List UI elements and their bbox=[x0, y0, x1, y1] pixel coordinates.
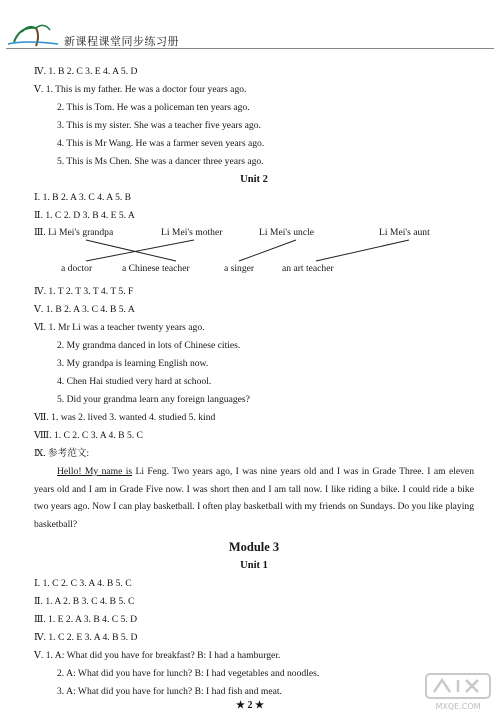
answer-line: Ⅴ. 1. This is my father. He was a doctor four years ago. bbox=[34, 84, 247, 95]
answer-line: Ⅰ. 1. C 2. C 3. A 4. B 5. C bbox=[34, 578, 132, 589]
watermark-logo bbox=[422, 672, 494, 712]
header-divider bbox=[6, 48, 494, 49]
answer-line: Ⅳ. 1. T 2. T 3. T 4. T 5. F bbox=[34, 286, 134, 297]
match-line bbox=[86, 240, 176, 261]
answer-line: Ⅰ. 1. B 2. A 3. C 4. A 5. B bbox=[34, 192, 132, 203]
answer-line: 2. My grandma danced in lots of Chinese cities. bbox=[57, 340, 241, 351]
answer-line: 5. Did your grandma learn any foreign languages? bbox=[57, 394, 250, 405]
answer-line: 4. This is Mr Wang. He was a farmer seven years ago. bbox=[57, 138, 265, 149]
match-option: a doctor bbox=[61, 263, 93, 274]
match-label: Ⅲ. Li Mei's grandpa bbox=[34, 227, 114, 238]
matching-exercise bbox=[34, 225, 474, 283]
answer-line: Ⅴ. 1. A: What did you have for breakfast? B: I had a hamburger. bbox=[34, 650, 281, 661]
answer-line: 3. This is my sister. She was a teacher five years ago. bbox=[57, 120, 261, 131]
sample-essay bbox=[34, 463, 474, 533]
answer-line: 2. This is Tom. He was a policeman ten years ago. bbox=[57, 102, 250, 113]
answer-line: 4. Chen Hai studied very hard at school. bbox=[57, 376, 212, 387]
match-label: Li Mei's mother bbox=[161, 227, 223, 238]
match-label: Li Mei's uncle bbox=[259, 227, 315, 238]
match-option: a singer bbox=[224, 263, 255, 274]
answer-line: 3. A: What did you have for lunch? B: I had fish and meat. bbox=[57, 686, 282, 697]
answer-line: Ⅷ. 1. C 2. C 3. A 4. B 5. C bbox=[34, 430, 143, 441]
watermark-text: MXQE.COM bbox=[435, 702, 481, 711]
page-number: ★ 2 ★ bbox=[236, 700, 264, 711]
match-option: a Chinese teacher bbox=[122, 263, 190, 274]
answer-line: Ⅴ. 1. B 2. A 3. C 4. B 5. A bbox=[34, 304, 135, 315]
palm-tree-icon bbox=[6, 22, 60, 48]
unit-title: Unit 1 bbox=[240, 560, 268, 571]
answer-line: Ⅳ. 1. C 2. E 3. A 4. B 5. D bbox=[34, 632, 138, 643]
answer-line: Ⅶ. 1. was 2. lived 3. wanted 4. studied 5. kind bbox=[34, 412, 216, 423]
answer-line: Ⅱ. 1. C 2. D 3. B 4. E 5. A bbox=[34, 210, 135, 221]
answer-line: Ⅱ. 1. A 2. B 3. C 4. B 5. C bbox=[34, 596, 135, 607]
match-option: an art teacher bbox=[282, 263, 334, 274]
answer-content bbox=[34, 63, 474, 701]
answer-line: Ⅳ. 1. B 2. C 3. E 4. A 5. D bbox=[34, 66, 138, 77]
match-line bbox=[316, 240, 409, 261]
match-label: Li Mei's aunt bbox=[379, 227, 430, 238]
module-title: Module 3 bbox=[228, 540, 280, 554]
match-line bbox=[86, 240, 194, 261]
answer-line: 5. This is Ms Chen. She was a dancer three years ago. bbox=[57, 156, 264, 167]
answer-line: 3. My grandpa is learning English now. bbox=[57, 358, 209, 369]
match-line bbox=[239, 240, 296, 261]
section-label: Ⅸ. 参考范文: bbox=[34, 448, 90, 459]
answer-line: Ⅵ. 1. Mr Li was a teacher twenty years ago. bbox=[34, 322, 205, 333]
page-header bbox=[6, 22, 494, 48]
essay-underlined: Hello! My name is bbox=[57, 466, 133, 477]
essay-text: Li Feng. Two years ago, I was nine years old and I was in Grade Three. I am eleven years old and I am in Grade Five now. I was short then and I am tall now. I like riding a bike. I could ride a bike two years ago. Now I can play basketball. I often play basketball with my friends on Sundays. Do you like playing basketball? bbox=[34, 466, 474, 530]
match-lines bbox=[34, 225, 474, 283]
answer-line: 2. A: What did you have for lunch? B: I had vegetables and noodles. bbox=[57, 668, 320, 679]
unit-title: Unit 2 bbox=[240, 174, 268, 185]
header-title: 新课程课堂同步练习册 bbox=[64, 35, 179, 48]
answer-line: Ⅲ. 1. E 2. A 3. B 4. C 5. D bbox=[34, 614, 138, 625]
